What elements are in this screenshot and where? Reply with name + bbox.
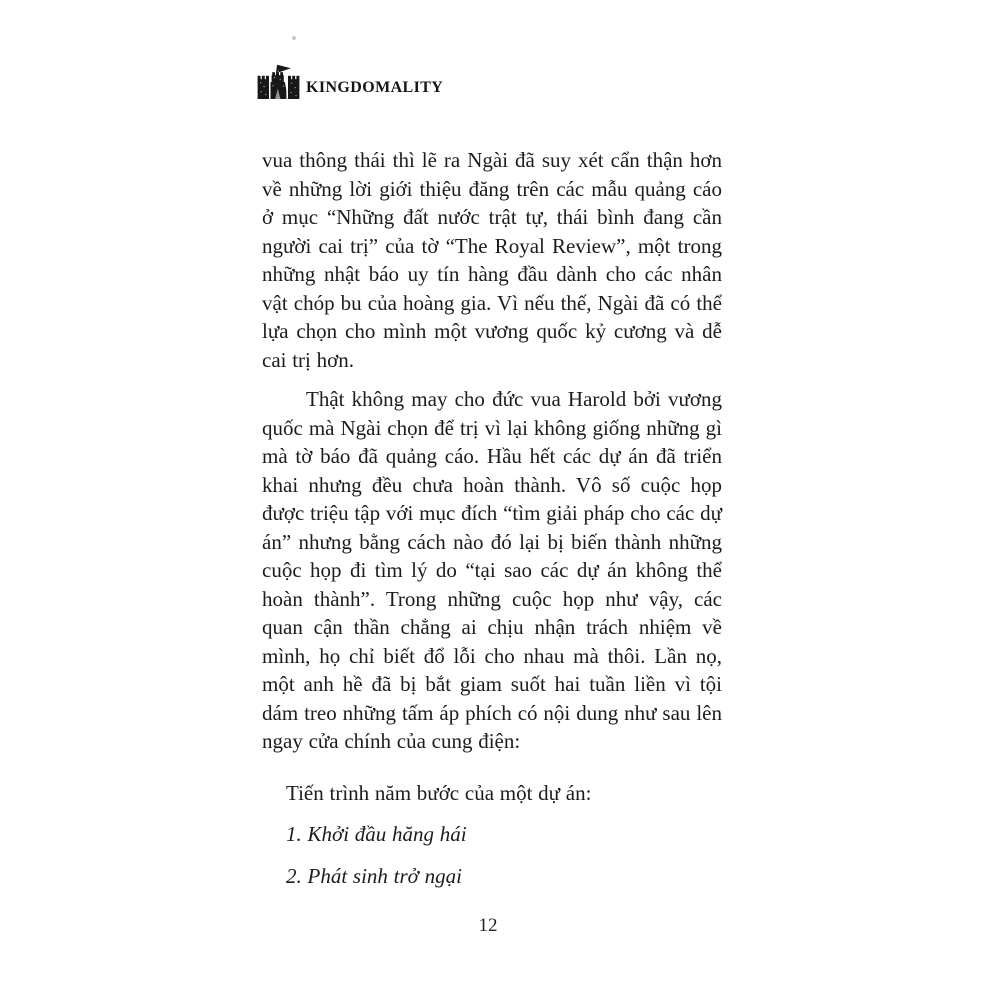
page-header — [257, 64, 443, 99]
castle-icon — [257, 64, 300, 99]
page-number: 12 — [478, 915, 498, 936]
paragraph-1: vua thông thái thì lẽ ra Ngài đã suy xét cẩn thận hơn về những lời giới thiệu đăng trên các mẫu quảng cáo ở mục “Những đất nước trật tự, thái bình đang cần người cai trị” của tờ “The Royal Review”, một trong những nhật báo uy tín hàng đầu dành cho các nhân vật chóp bu của hoàng gia. Vì nếu thế, Ngài đã có thể lựa chọn cho mình một vương quốc kỷ cương và dễ cai trị hơn. — [262, 148, 722, 372]
book-title: KINGDOMALITY — [306, 79, 444, 96]
project-steps-heading: Tiến trình năm bước của một dự án: — [286, 780, 592, 805]
project-step-1: 1. Khởi đầu hăng hái — [286, 822, 467, 846]
scan-speck — [292, 36, 296, 40]
body-text-column — [262, 146, 722, 890]
project-step-2: 2. Phát sinh trở ngại — [286, 863, 462, 888]
paragraph-2: Thật không may cho đức vua Harold bởi vương quốc mà Ngài chọn để trị vì lại không giống những gì mà tờ báo đã quảng cáo. Hầu hết các dự án đã triển khai nhưng đều chưa hoàn thành. Vô số cuộc họp được triệu tập với mục đích “tìm giải pháp cho các dự án” nhưng bằng cách nào đó lại bị biến thành những cuộc họp đi tìm lý do “tại sao các dự án không thể hoàn thành”. Trong những cuộc họp như vậy, các quan cận thần chẳng ai chịu nhận trách nhiệm về mình, họ chỉ biết đổ lỗi cho nhau mà thôi. Lần nọ, một anh hề đã bị bắt giam suốt hai tuần liền vì tội dám treo những tấm áp phích có nội dung như sau lên ngay cửa chính của cung điện: — [262, 387, 722, 753]
